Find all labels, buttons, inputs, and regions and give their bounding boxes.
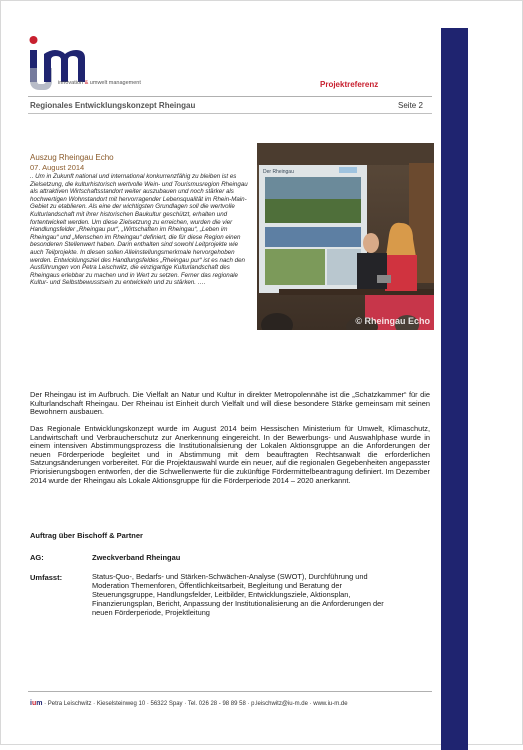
body-paragraph-1: Der Rheingau ist im Aufbruch. Die Vielfalt an Natur und Kultur in direkter Metropolennähe ist die „Schatzkammer“ für die Kulturlandschaft Rheingau. Der Rheinau ist Einheit durch Vielfalt und will diese besondere Stärke gemeinsam mit seinen Bewohnern ausbauen. bbox=[30, 390, 430, 417]
projekt-referenz-label: Projektreferenz bbox=[320, 80, 379, 89]
side-accent-bar bbox=[441, 28, 468, 750]
echo-quote: .. Um in Zukunft national und international konkurrenzfähig zu bleiben ist es Zielsetzung, die kulturhistorisch wertvolle Wein- und Tourismusregion Rheingau als attraktiven Wirtschaftsstandort weiter auszubauen und noch stärker als hochwertigen Wohnstandort mit hervorragender Lebensqualität im Rhein-Main-Gebiet zu etablieren. Als eine der wichtigsten Grundlagen soll die wertvolle Kulturlandschaft mit ihrer historischen Baukultur geschützt, erhalten und fortentwickelt werden. Um diese Zielsetzung zu erreichen, wurden die vier Handlungsfelder „Rheingau pur“, „Wirtschaften im Rheingau“, „Leben im Rheingau“ und „Menschen im Rheingau“ definiert, die für diese Region einen besonderen Stellenwert haben. Darin enthalten sind sowohl Leitprojekte wie auch Teilprojekte. In diesen sollen Alleinstellungsmerkmale hervorgehoben werden. Entwicklungsziel des Handlungsfeldes „Rheingau pur“ ist es nach den Ausführungen von Petra Leischwitz, die einzigartige Kulturlandschaft des Rheingaus erlebbar zu machen und in Wert zu setzen. Ferner das regionale Kultur- und Selbstbewusstsein zu entwickeln und zu stärken. …. bbox=[30, 173, 248, 287]
page-number: Seite 2 bbox=[398, 101, 423, 110]
footer-contact bbox=[30, 700, 348, 707]
umfang-value: Status-Quo-, Bedarfs- und Stärken-Schwächen-Analyse (SWOT), Durchführung und Moderation Themenforen, Öffentlichkeitsarbeit, Begleitung und Beratung der Steuerungsgruppe, Handlungsfelder, Leitbilder, Entwicklungsziele, Aktionsplan, Finanzierungsplan, Bericht, Anpassung der Institutionalisierung an die Anforderungen der neuen Förderperiode, Projektleitung bbox=[92, 572, 384, 617]
logo-tagline: innovation & umwelt management bbox=[58, 80, 141, 86]
photo-screen-title: Der Rheingau bbox=[263, 169, 294, 175]
echo-heading: Auszug Rheingau Echo bbox=[30, 153, 114, 162]
echo-date: 07. August 2014 bbox=[30, 163, 85, 172]
ag-label: AG: bbox=[30, 553, 44, 562]
auftrag-heading: Auftrag über Bischoff & Partner bbox=[30, 531, 143, 540]
ag-value: Zweckverband Rheingau bbox=[92, 553, 181, 562]
body-paragraph-2: Das Regionale Entwicklungskonzept wurde im August 2014 beim Hessischen Ministerium für Umwelt, Klimaschutz, Landwirtschaft und Verbraucherschutz zur Anerkennung eingereicht. In der Bewerbungs- und Auswahlphase wurde in einem intensiven Abstimmungsprozess die Institutionalisierung der Lokalen Aktionsgruppe an die Anforderungen der neuen Förderperiode begleitet und in Abstimmung mit dem beauftragten Rechtsanwalt die erforderlichen Satzungsänderungen vorbereitet. Für die Projektauswahl wurde ein neuer, auf die regionalen Gegebenheiten angepasster Priorisierungsbogen entworfen, der die Schwellenwerte für die zukünftige Fördermittelbeantragung definiert. Im Dezember 2014 wurde der Rheingau als Lokale Aktionsgruppe für die Förderperiode 2014 – 2020 anerkannt. bbox=[30, 424, 430, 485]
umfang-label: Umfasst: bbox=[30, 573, 63, 582]
footer-divider bbox=[28, 691, 432, 692]
photo-illustration bbox=[257, 143, 434, 330]
document-title: Regionales Entwicklungskonzept Rheingau bbox=[30, 101, 196, 110]
event-photo bbox=[257, 143, 434, 330]
header-divider bbox=[28, 96, 432, 97]
footer-text: · Petra Leischwitz · Kieselsteinweg 10 · 56322 Spay · Tel. 026 28 - 98 89 58 · p.leischwitz@iu-m.de · www.iu-m.de bbox=[42, 701, 348, 707]
footer-logo: ium bbox=[30, 700, 43, 707]
photo-credit: © Rheingau Echo bbox=[355, 316, 430, 326]
header-divider-lower bbox=[28, 113, 432, 114]
